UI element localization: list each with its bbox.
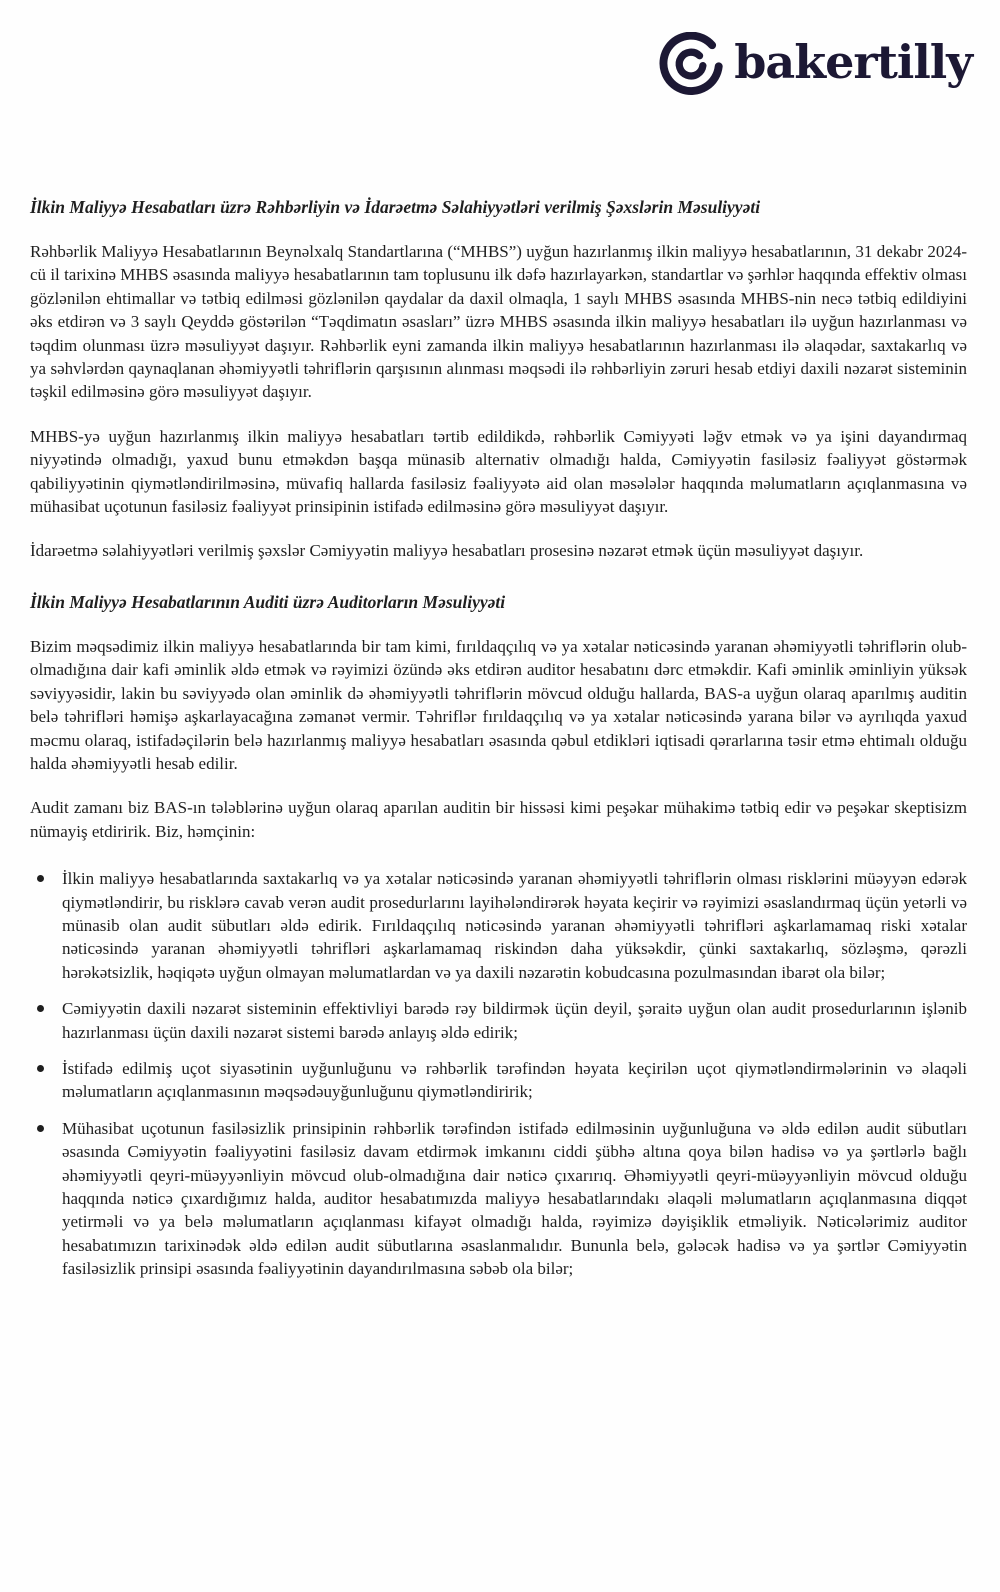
- section2-heading: İlkin Maliyyə Hesabatlarının Auditi üzrə Auditorların Məsuliyyəti: [30, 591, 506, 612]
- list-item: [30, 997, 967, 1044]
- list-item-text: Mühasibat uçotunun fasiləsizlik prinsipinin rəhbərlik tərəfindən istifadə edilməsinin uyğunluğuna və əldə edilən audit sübutları əsasında Cəmiyyətin fəaliyyətini fasiləsiz davam etdirmək imkanını ciddi şübhə altına qoya bilən hadisə və ya şərtlərlə bağlı əhəmiyyətli qeyri-müəyyənliyin mövcud olub-olmadığına dair nəticə çıxarırıq. Əhəmiyyətli qeyri-müəyyənliyin mövcud olduğu haqqında nəticə çıxardığımız halda, auditor hesabatımızda maliyyə hesabatlarındakı əlaqəli məlumatların açıqlanmasına diqqət yetirməli və ya belə məlumatların açıqlanması kifayət olmadığı halda, rəyimizə dəyişiklik etməliyik. Nəticələrimiz auditor hesabatımızın tarixinədək əldə edilən audit sübutlarına əsaslanmalıdır. Bununla belə, gələcək hadisə və ya şərtlər Cəmiyyətin fasiləsizlik prinsipi əsasında fəaliyyətinin dayandırılmasına səbəb ola bilər;: [62, 1118, 967, 1279]
- list-item-text: İlkin maliyyə hesabatlarında saxtakarlıq və ya xətalar nəticəsində yaranan əhəmiyyətli təhriflərin olması risklərini müəyyən edərək qiymətləndirir, bu risklərə cavab verən audit prosedurlarını layihələndirərək həyata keçirir və rəyimizi əsaslandırmaq üçün yetərli və münasib olan audit sübutları əldə edirik. Fırıldaqçılıq nəticəsində yaranan əhəmiyyətli təhrifləri aşkarlamamaq riski xətalar nəticəsində yaranan əhəmiyyətli təhrifləri aşkarlamamaq riskindən daha yüksəkdir, çünki saxtakarlıq, sözləşmə, qərəzli hərəkətsizlik, həqiqətə uyğun olmayan məlumatlardan və ya daxili nəzarətin kobudcasına pozulmasından ibarət ola bilər;: [62, 869, 967, 982]
- section1-paragraph-3: İdarəetmə səlahiyyətləri verilmiş şəxslər Cəmiyyətin maliyyə hesabatları prosesinə nəzarət etmək üçün məsuliyyət daşıyır.: [30, 541, 864, 561]
- bullet-icon: [37, 1065, 44, 1072]
- list-item-text: Cəmiyyətin daxili nəzarət sisteminin effektivliyi barədə rəy bildirmək üçün deyil, şəraitə uyğun olan audit prosedurlarının işlənib hazırlanması üçün daxili nəzarət sistemi barədə anlayış əldə edirik;: [62, 999, 967, 1042]
- document-content: [30, 196, 967, 1294]
- section2-paragraph-1: Bizim məqsədimiz ilkin maliyyə hesabatlarında bir tam kimi, fırıldaqçılıq və ya xətalar nəticəsində yaranan əhəmiyyətli təhriflərin olub-olmadığına dair kafi əminlik əldə etmək və rəyimizi özündə əks etdirən auditor hesabatını dərc etməkdir. Kafi əminlik əminliyin yüksək səviyyəsidir, lakin bu səviyyədə olan əminlik də əhəmiyyətli təhriflərin mövcud olduğu hallarda, BAS-a uyğun olaraq aparılmış auditin belə təhrifləri həmişə aşkarlayacağına zəmanət vermir. Təhriflər fırıldaqçılıq və ya xətalar nəticəsində yarana bilər və ayrılıqda yaxud məcmu olaraq, istifadəçilərin belə hazırlanmış maliyyə hesabatları əsasında qəbul etdikləri iqtisadi qərarlarına təsir etmə ehtimalı olduğu halda əhəmiyyətli hesab edilir.: [30, 636, 967, 773]
- bakertilly-arcs-icon: [658, 32, 724, 98]
- list-item-text: İstifadə edilmiş uçot siyasətinin uyğunluğunu və rəhbərlik tərəfindən həyata keçirilən uçot qiymətləndirmələrinin və əlaqəli məlumatların açıqlanmasının məqsədəuyğunluğunu qiymətləndiririk;: [62, 1058, 967, 1102]
- section1-heading: İlkin Maliyyə Hesabatları üzrə Rəhbərliyin və İdarəetmə Səlahiyyətləri verilmiş Şəxslərin Məsuliyyəti: [30, 197, 761, 217]
- list-item: [30, 1117, 967, 1281]
- list-item: [30, 867, 967, 984]
- list-item: [30, 1057, 967, 1104]
- bullet-icon: [37, 875, 44, 882]
- bakertilly-logo: [658, 32, 972, 98]
- section1-paragraph-1: Rəhbərlik Maliyyə Hesabatlarının Beynəlxalq Standartlarına (“MHBS”) uyğun hazırlanmış ilkin maliyyə hesabatlarının, 31 dekabr 2024-cü il tarixinə MHBS əsasında maliyyə hesabatlarının tam toplusunu ilk dəfə hazırlayarkən, standartlar və şərhlər haqqında effektiv olması gözlənilən ehtimallar və tətbiq edilməsi gözlənilən qaydalar da daxil olmaqla, 1 saylı MHBS əsasında MHBS-nin necə tətbiq edildiyini əks etdirən və 3 saylı Qeyddə göstərilən “Təqdimatın əsasları” üzrə MHBS əsasında ilkin maliyyə hesabatları ilə uyğun hazırlanması və təqdim olunması üzrə məsuliyyət daşıyır. Rəhbərlik eyni zamanda ilkin maliyyə hesabatlarının hazırlanması ilə əlaqədar, saxtakarlıq və ya səhvlərdən qaynaqlanan əhəmiyyətli təhriflərin qarşısının alınması məqsədi ilə rəhbərliyin zəruri hesab etdiyi daxili nəzarət sisteminin təşkil edilməsinə görə məsuliyyət daşıyır.: [30, 242, 967, 402]
- bakertilly-wordmark: bakertilly: [734, 35, 972, 89]
- bullet-icon: [37, 1005, 44, 1012]
- auditor-responsibility-list: [30, 867, 967, 1281]
- bullet-icon: [37, 1125, 44, 1132]
- section1-paragraph-2: MHBS-yə uyğun hazırlanmış ilkin maliyyə hesabatları tərtib edildikdə, rəhbərlik Cəmiyyəti ləğv etmək və ya işini dayandırmaq niyyətində olmadığı, yaxud bunu etməkdən başqa münasib alternativ olmadığı halda, Cəmiyyətin fasiləsiz fəaliyyət göstərmək qabiliyyətinin qiymətləndirilməsinə, müvafiq hallarda fasiləsiz fəaliyyətə aid olan məsələlər haqqında məlumatların açıqlanmasına və mühasibat uçotunun fasiləsiz fəaliyyət prinsipinin istifadə edilməsinə görə məsuliyyət daşıyır.: [30, 426, 967, 517]
- section2-paragraph-2: Audit zamanı biz BAS-ın tələblərinə uyğun olaraq aparılan auditin bir hissəsi kimi peşəkar mühakimə tətbiq edir və peşəkar skeptisizm nümayiş etdiririk. Biz, həmçinin:: [30, 798, 967, 841]
